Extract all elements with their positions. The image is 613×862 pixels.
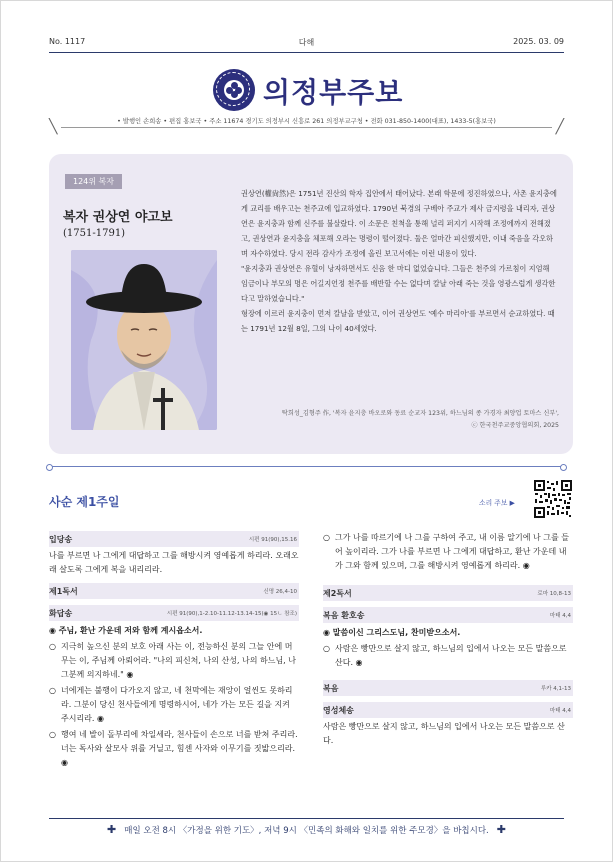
feature-tag: 124위 복자 <box>65 174 122 189</box>
credit-line: 탁희성_김형주 作, '복자 윤지충 바오로와 동료 순교자 123위, 하느님의 종 가경자 최양업 토마스 신부', <box>281 410 559 417</box>
scripture-ref: 신명 26,4-10 <box>263 589 297 595</box>
prayer-footer <box>49 823 564 836</box>
psalm-response: ◉ 주님, 환난 가운데 저와 함께 계시옵소서. <box>49 626 203 635</box>
footer-text: 매일 오전 8시 〈가정을 위한 기도〉, 저녁 9시 〈민족의 화해와 일치를 위한 주모경〉을 바칩시다. <box>124 826 489 836</box>
communion-antiphon: 사람은 빵만으로 살지 않고, 하느님의 입에서 나오는 모든 말씀으로 산다. <box>323 722 565 745</box>
section-gospel <box>323 680 573 696</box>
psalm-verse <box>49 684 299 726</box>
verse-text: 너에게는 불행이 다가오지 않고, 네 천막에는 재앙이 얼씬도 못하리라. 그분이 당신 천사들에게 명령하시어, 네가 가는 모든 길을 지켜 주시리라. ◉ <box>61 686 293 723</box>
footer-rule <box>49 818 564 819</box>
bullet-icon: ○ <box>323 533 330 542</box>
section-divider <box>49 466 564 467</box>
section-psalm <box>49 605 299 621</box>
image-credit <box>241 408 559 432</box>
scripture-ref: 마태 4,4 <box>549 708 571 714</box>
rule-cap-left: ╲ <box>49 119 58 135</box>
saint-portrait <box>71 250 217 430</box>
section-reading2 <box>323 585 573 601</box>
bullet-icon: ○ <box>49 642 56 651</box>
publisher-row <box>49 115 564 137</box>
feature-body <box>241 186 557 336</box>
qr-code-icon[interactable] <box>533 479 573 519</box>
bulletin-title: 의정부주보 <box>263 76 404 109</box>
verse-text: 행여 네 발이 돌부리에 차일세라, 천사들이 손으로 너를 받쳐 주리라. 너는 독사와 살모사 위를 거닐고, 힘센 사자와 이무기를 짓밟으리라. ◉ <box>61 730 298 767</box>
feature-years: (1751-1791) <box>63 228 126 239</box>
section-communion <box>323 702 573 718</box>
psalm-verse <box>49 640 299 682</box>
section-label: 제1독서 <box>49 587 78 596</box>
section-label: 입당송 <box>49 535 73 544</box>
verse-text: 그가 나를 따르기에 나 그를 구하여 주고, 내 이름 알기에 나 그를 들어 높이리라. 그가 나를 부르면 나 그에게 대답하고, 환난 가운데 내가 그와 함께 있으며, 그를 해방시켜 영예롭게 하리라. ◉ <box>335 533 569 570</box>
section-label: 복음 환호송 <box>323 611 365 620</box>
feature-paragraph: "윤지충과 권상연은 유혈이 낭자하면서도 신음 한 마디 없었습니다. 그들은 천주의 가르침이 지엄해 임금이나 부모의 명은 어길지언정 천주를 배반할 수는 없다며 칼날 아래 죽는 것을 영광스럽게 생각한다고 말하였습니다." <box>241 264 556 303</box>
section-label: 제2독서 <box>323 589 352 598</box>
saint-feature-box <box>49 154 573 454</box>
scripture-ref: 루카 4,1-13 <box>540 686 571 692</box>
masthead <box>1 65 612 115</box>
bullet-icon: ○ <box>49 686 56 695</box>
rule-cap-right: ╱ <box>555 119 564 135</box>
top-bar <box>49 37 564 51</box>
feature-paragraph: 형장에 이르러 윤지충이 먼저 칼날을 받았고, 이어 권상연도 '예수 마리아'를 부르면서 순교하였다. 때는 1791년 12월 8일, 그의 나이 40세였다. <box>241 309 555 333</box>
feature-title: 복자 권상연 야고보 <box>63 210 173 225</box>
entrance-antiphon: 나를 부르면 나 그에게 대답하고 그를 해방시켜 영예롭게 하리라. 오래오래 살도록 그에게 복을 내리리라. <box>49 551 299 574</box>
section-label: 화답송 <box>49 609 73 618</box>
section-reading1 <box>49 583 299 599</box>
issue-number: No. 1117 <box>49 37 86 46</box>
scripture-ref: 로마 10,8-13 <box>537 591 571 597</box>
bullet-icon: ○ <box>49 730 56 739</box>
section-acclamation <box>323 607 573 623</box>
top-rule <box>49 52 564 53</box>
readings-left-column <box>49 525 299 770</box>
audio-bulletin-link[interactable]: 소리 주보 ▶ <box>479 499 515 507</box>
section-entrance <box>49 531 299 547</box>
scripture-ref: 시편 91(90),1-2.10-11.12-13.14-15(◉ 15ㄴ 참조) <box>166 611 297 617</box>
psalm-verse <box>323 531 573 573</box>
section-label: 영성체송 <box>323 706 354 715</box>
scripture-ref: 시편 91(90),15.16 <box>248 537 297 543</box>
psalm-verse <box>49 728 299 770</box>
feature-paragraph: 권상연(權尙然)은 1751년 진산의 학자 집안에서 태어났다. 본래 학문에 정진하였으나, 사촌 윤지충에게 교리를 배우고는 천주교에 입교하였다. 1790년 북경의 구베아 주교가 제사 금지령을 내리자, 권상연은 윤지충과 함께 신주를 불살랐다. 이 소문은 친척을 통해 널리 퍼지기 시작해 조정에까지 전해졌고, 권상연과 윤지충을 체포해 오라는 명령이 떨어졌다. 둘은 얼마간 피신했지만, 이내 죽음을 각오하며 자수하였다. 당시 전라 감사가 조정에 올린 보고서에는 이런 내용이 있다. <box>241 189 557 258</box>
issue-date: 2025. 03. 09 <box>513 37 564 46</box>
bullet-icon: ○ <box>323 644 330 653</box>
diocese-emblem-icon <box>213 69 255 111</box>
cross-icon: ✚ <box>496 823 506 836</box>
scripture-ref: 마태 4,4 <box>549 613 571 619</box>
section-label: 복음 <box>323 684 339 693</box>
acclamation-verse <box>323 642 573 670</box>
credit-line: ⓒ 한국천주교중앙협의회, 2025 <box>471 422 559 429</box>
verse-text: 사람은 빵만으로 살지 않고, 하느님의 입에서 나오는 모든 말씀으로 산다. ◉ <box>335 644 567 667</box>
cross-icon: ✚ <box>107 823 117 836</box>
acclamation-response: ◉ 말씀이신 그리스도님, 찬미받으소서. <box>323 628 461 637</box>
sunday-title: 사순 제1주일 <box>49 495 120 509</box>
publisher-info: • 발행인 손희송 • 편집 홍보국 • 주소 11674 경기도 의정부시 신흥로 261 의정부교구청 • 전화 031-850-1400(대표), 1433-5(홍보국) <box>113 118 500 125</box>
liturgical-year: 다해 <box>298 38 315 47</box>
readings-right-column <box>323 525 573 748</box>
verse-text: 지극히 높으신 분의 보호 아래 사는 이, 전능하신 분의 그늘 안에 머무는 이, 주님께 아뢰어라. "나의 피신처, 나의 산성, 나의 하느님, 나 그분께 의지하네." ◉ <box>61 642 297 679</box>
